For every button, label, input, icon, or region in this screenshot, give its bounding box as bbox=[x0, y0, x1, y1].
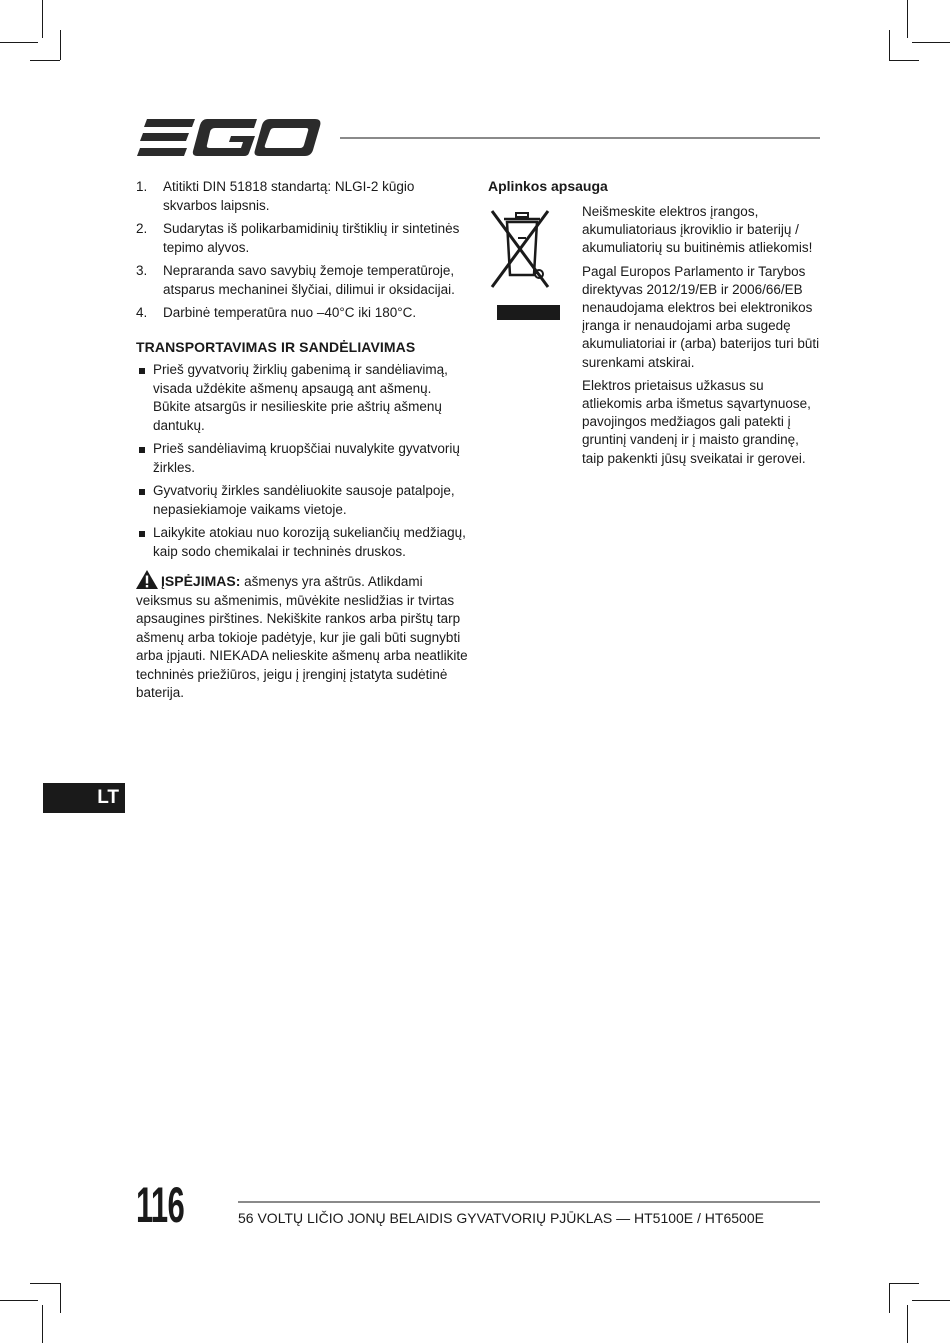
list-item: 3. Nepraranda savo savybių žemoje temperatūroje, atsparus mechaninei šlyčiai, dilimui ir oksidacijai. bbox=[136, 263, 455, 297]
crop-mark bbox=[912, 42, 950, 43]
footer-title: 56 VOLTŲ LIČIO JONŲ BELAIDIS GYVATVORIŲ PJŪKLAS — HT5100E / HT6500E bbox=[238, 1210, 764, 1226]
ego-logo bbox=[137, 117, 322, 159]
left-column bbox=[136, 178, 468, 703]
page-number: 116 bbox=[136, 1177, 185, 1233]
list-item: Prieš sandėliavimą kruopščiai nuvalykite gyvatvorių žirkles. bbox=[136, 440, 468, 477]
warning-title: ĮSPĖJIMAS: bbox=[161, 573, 241, 589]
crop-mark bbox=[30, 60, 60, 61]
warning-block bbox=[136, 570, 468, 703]
crop-mark bbox=[889, 1283, 919, 1284]
crop-mark bbox=[60, 1283, 61, 1313]
bullet-square-icon bbox=[139, 531, 145, 537]
crop-mark bbox=[0, 42, 38, 43]
language-tab: LT bbox=[43, 783, 125, 813]
list-item: Prieš gyvatvorių žirklių gabenimą ir sandėliavimą, visada uždėkite ašmenų apsaugą ant ašmenų. Būkite atsargūs ir nesilieskite prie aštrių ašmenų dantukų. bbox=[136, 361, 468, 435]
weee-bar bbox=[497, 305, 560, 320]
crop-mark bbox=[889, 1283, 890, 1313]
crop-mark bbox=[912, 1300, 950, 1301]
list-item: Gyvatvorių žirkles sandėliuokite sausoje patalpoje, nepasiekiamoje vaikams vietoje. bbox=[136, 482, 468, 519]
paragraph: Neišmeskite elektros įrangos, akumuliatoriaus įkroviklio ir baterijų / akumuliatorių su buitinėmis atliekomis! bbox=[582, 204, 813, 256]
environment-text bbox=[582, 203, 820, 473]
paragraph: Pagal Europos Parlamento ir Tarybos direktyvas 2012/19/EB ir 2006/66/EB nenaudojama elektros bei elektronikos įranga ir nenaudojami arba sugedę akumuliatoriai ir (arba) baterijos turi būti surenkami atskirai. bbox=[582, 263, 820, 370]
header-rule bbox=[340, 137, 820, 139]
footer-rule bbox=[238, 1201, 820, 1203]
crop-mark bbox=[907, 1305, 908, 1343]
paragraph: Elektros prietaisus užkasus su atliekomis arba išmetus sąvartynuose, pavojingos medžiagos gali patekti į gruntinį vandenį ir į maisto grandinę, taip pakenkti jūsų sveikatai ir gerovei. bbox=[582, 377, 811, 466]
bullet-square-icon bbox=[139, 489, 145, 495]
crop-mark bbox=[889, 30, 890, 60]
warning-text: ašmenys yra aštrūs. Atlikdami veiksmus su ašmenimis, mūvėkite neslidžias ir tvirtas apsaugines pirštines. Nekiškite rankos arba pirštų tarp ašmenų arba tokioje padėtyje, kur jie gali būti sugnybti arba įpjauti. NIEKADA nelieskite ašmenų arba neatlikite techninės priežiūros, jeigu į įrenginį įstatyta sudėtinė baterija. bbox=[136, 574, 468, 700]
bullet-list bbox=[136, 361, 468, 561]
section-heading-transport: TRANSPORTAVIMAS IR SANDĖLIAVIMAS bbox=[136, 338, 416, 355]
numbered-list bbox=[136, 178, 468, 323]
crossed-bin-icon bbox=[490, 207, 552, 291]
warning-triangle-icon bbox=[136, 570, 158, 589]
list-item: 2. Sudarytas iš polikarbamidinių tirštiklių ir sintetinės tepimo alyvos. bbox=[136, 221, 460, 255]
bullet-square-icon bbox=[139, 447, 145, 453]
crop-mark bbox=[30, 1283, 60, 1284]
crop-mark bbox=[907, 0, 908, 38]
list-item: Laikykite atokiau nuo koroziją sukeliančių medžiagų, kaip sodo chemikalai ir techninės druskos. bbox=[136, 524, 468, 561]
bullet-square-icon bbox=[139, 368, 145, 374]
section-heading-environment: Aplinkos apsauga bbox=[488, 178, 608, 194]
crop-mark bbox=[42, 0, 43, 38]
list-item: 1. Atitikti DIN 51818 standartą: NLGI-2 kūgio skvarbos laipsnis. bbox=[136, 179, 415, 213]
crop-mark bbox=[0, 1300, 38, 1301]
crop-mark bbox=[42, 1305, 43, 1343]
list-item: 4. Darbinė temperatūra nuo –40°C iki 180°C. bbox=[136, 305, 417, 320]
crop-mark bbox=[889, 60, 919, 61]
crop-mark bbox=[60, 30, 61, 60]
